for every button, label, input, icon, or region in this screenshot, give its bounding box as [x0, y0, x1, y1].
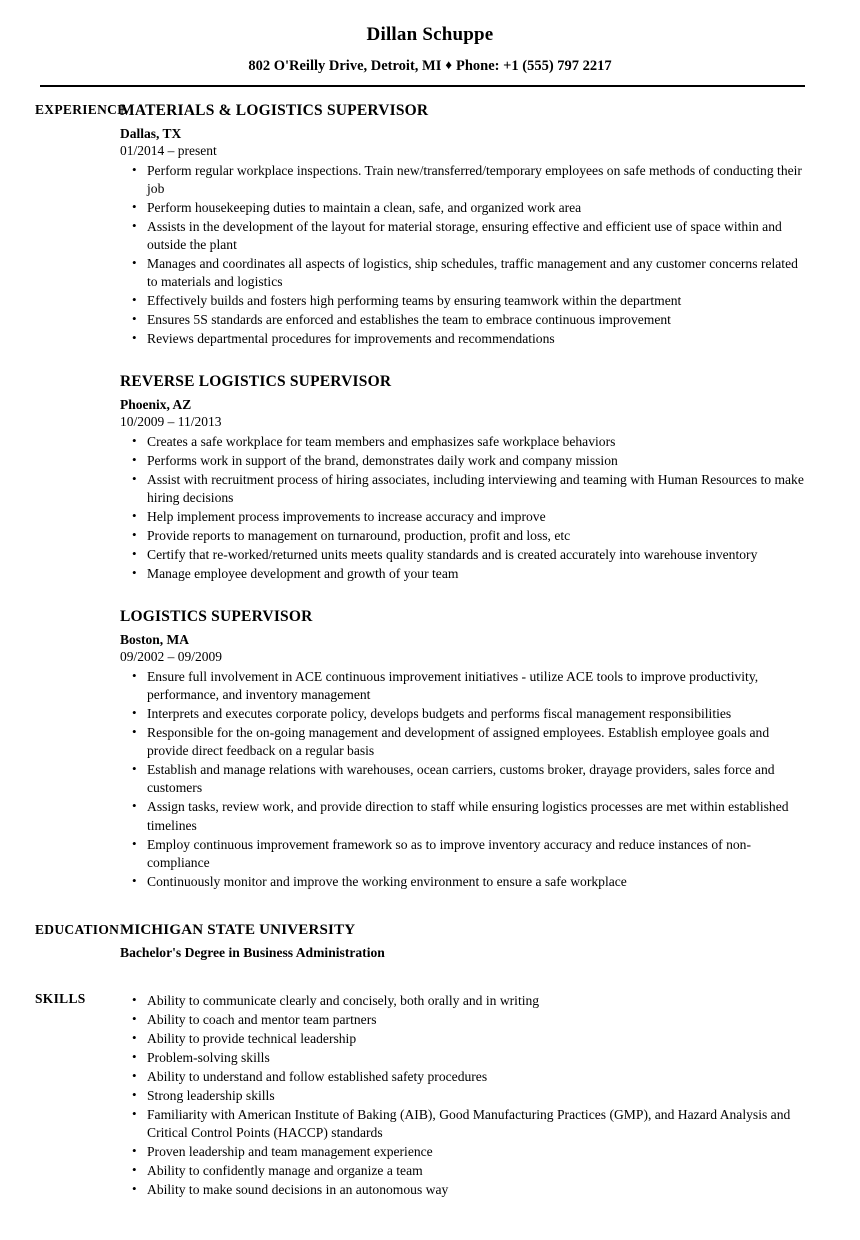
list-item: • Manage employee development and growth of your team	[120, 565, 810, 583]
job-title: LOGISTICS SUPERVISOR	[120, 608, 313, 626]
section-education	[0, 921, 860, 962]
list-item: • Problem-solving skills	[120, 1049, 810, 1067]
section-heading-skills: SKILLS	[35, 990, 86, 1006]
list-item: • Ability to understand and follow established safety procedures	[120, 1068, 810, 1086]
job-title: MATERIALS & LOGISTICS SUPERVISOR	[120, 102, 429, 120]
list-item: • Assist with recruitment process of hiring associates, including interviewing and teaming with Human Resources to make hiring decisions	[120, 471, 810, 507]
education-content	[120, 921, 860, 962]
list-item: • Ensures 5S standards are enforced and establishes the team to embrace continuous improvement	[120, 311, 810, 329]
section-experience	[0, 101, 860, 891]
header-divider	[40, 85, 805, 87]
list-item: • Perform regular workplace inspections. Train new/transferred/temporary employees on safe methods of conducting their job	[120, 162, 810, 198]
list-item: • Interprets and executes corporate policy, develops budgets and performs fiscal management responsibilities	[120, 705, 810, 723]
list-item: • Assists in the development of the layout for material storage, ensuring effective and efficient use of space within and outside the plant	[120, 218, 810, 254]
contact-line	[0, 57, 860, 75]
contact-address: 802 O'Reilly Drive, Detroit, MI	[248, 57, 442, 74]
list-item: • Effectively builds and fosters high performing teams by ensuring teamwork within the department	[120, 292, 810, 310]
list-item: • Perform housekeeping duties to maintain a clean, safe, and organized work area	[120, 199, 810, 217]
job-dates: 09/2002 – 09/2009	[120, 649, 223, 665]
job-location: Dallas, TX	[120, 125, 182, 141]
education-school: MICHIGAN STATE UNIVERSITY	[120, 921, 356, 938]
list-item: • Continuously monitor and improve the working environment to ensure a safe workplace	[120, 873, 810, 891]
job-responsibility-list	[120, 162, 810, 349]
list-item: • Certify that re-worked/returned units meets quality standards and is created accurately into warehouse inventory	[120, 546, 810, 564]
education-degree: Bachelor's Degree in Business Administration	[120, 944, 385, 960]
list-item: • Manages and coordinates all aspects of logistics, ship schedules, traffic management and any customer concerns related to materials and logistics	[120, 255, 810, 291]
resume-header	[0, 0, 860, 87]
experience-label-column	[0, 101, 127, 118]
resume-body	[0, 101, 860, 1199]
list-item: • Ability to confidently manage and organize a team	[120, 1162, 810, 1180]
list-item: • Ability to make sound decisions in an autonomous way	[120, 1181, 810, 1199]
list-item: • Provide reports to management on turnaround, production, profit and loss, etc	[120, 527, 810, 545]
section-heading-experience: EXPERIENCE	[35, 102, 127, 118]
job-location: Boston, MA	[120, 631, 190, 647]
list-item: • Reviews departmental procedures for improvements and recommendations	[120, 330, 810, 348]
section-skills	[0, 990, 860, 1200]
job-location: Phoenix, AZ	[120, 396, 192, 412]
list-item: • Ensure full involvement in ACE continuous improvement initiatives - utilize ACE tools to improve productivity, performance, and inventory management	[120, 668, 810, 704]
job-entry	[120, 607, 810, 890]
list-item: • Proven leadership and team management experience	[120, 1143, 810, 1161]
list-item: • Establish and manage relations with warehouses, ocean carriers, customs broker, drayage providers, sales force and customers	[120, 761, 810, 797]
education-entry	[120, 921, 810, 962]
list-item: • Employ continuous improvement framework so as to improve inventory accuracy and reduce instances of non-compliance	[120, 836, 810, 872]
job-title: REVERSE LOGISTICS SUPERVISOR	[120, 373, 392, 391]
skills-label-column	[0, 990, 120, 1007]
section-heading-education: EDUCATION	[35, 921, 120, 937]
list-item: • Responsible for the on-going management and development of assigned employees. Establish employee goals and provide direct feedback on a regular basis	[120, 724, 810, 760]
job-dates: 10/2009 – 11/2013	[120, 413, 222, 429]
candidate-name: Dillan Schuppe	[366, 24, 494, 45]
job-responsibility-list	[120, 668, 810, 891]
job-responsibility-list	[120, 433, 810, 584]
list-item: • Familiarity with American Institute of Baking (AIB), Good Manufacturing Practices (GMP), and Hazard Analysis and Critical Control Points (HACCP) standards	[120, 1106, 810, 1142]
contact-phone: Phone: +1 (555) 797 2217	[456, 57, 612, 74]
list-item: • Creates a safe workplace for team members and emphasizes safe workplace behaviors	[120, 433, 810, 451]
education-label-column	[0, 921, 120, 938]
list-item: • Performs work in support of the brand, demonstrates daily work and company mission	[120, 452, 810, 470]
list-item: • Strong leadership skills	[120, 1087, 810, 1105]
skills-list	[120, 992, 810, 1200]
list-item: • Assign tasks, review work, and provide direction to staff while ensuring logistics processes are met within established timelines	[120, 798, 810, 834]
list-item: • Ability to communicate clearly and concisely, both orally and in writing	[120, 992, 810, 1010]
list-item: • Help implement process improvements to increase accuracy and improve	[120, 508, 810, 526]
job-entry	[120, 372, 810, 583]
list-item: • Ability to coach and mentor team partners	[120, 1011, 810, 1029]
diamond-separator-icon: ♦	[445, 56, 452, 72]
experience-content	[120, 101, 860, 891]
list-item: • Ability to provide technical leadership	[120, 1030, 810, 1048]
job-dates: 01/2014 – present	[120, 142, 217, 158]
skills-content	[120, 990, 860, 1200]
job-entry	[120, 101, 810, 348]
